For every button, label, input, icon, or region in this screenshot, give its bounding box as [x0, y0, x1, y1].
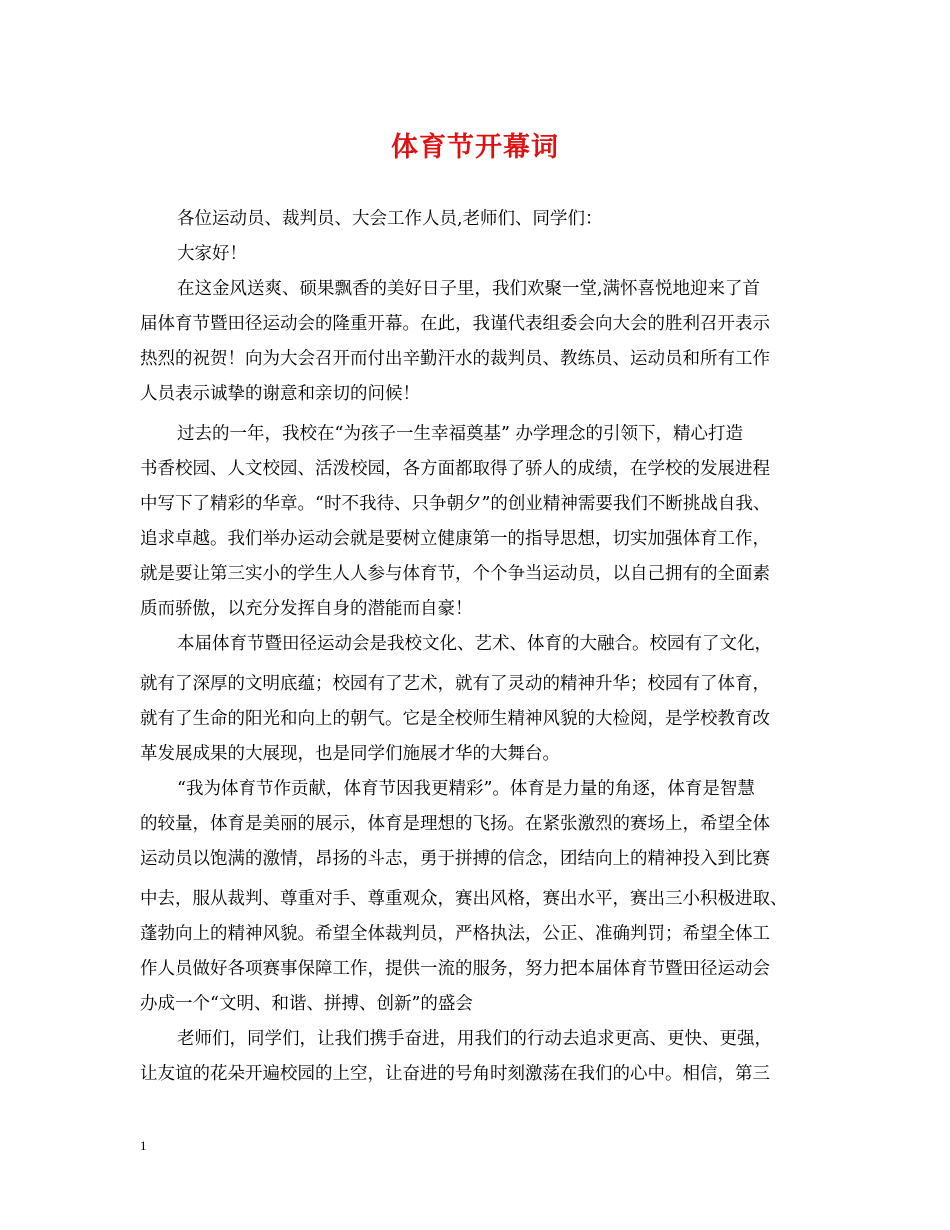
text-line: 办成一个“文明、和谐、拼搏、创新”的盛会	[140, 994, 473, 1014]
text-line: 的较量，体育是美丽的展示，体育是理想的飞扬。在紧张激烈的赛场上，希望全体	[140, 814, 770, 834]
text-line: 运动员以饱满的激情，昂扬的斗志，勇于拼搏的信念，团结向上的精神投入到比赛	[140, 849, 770, 869]
document-title: 体育节开幕词	[391, 132, 559, 163]
text-line: 人员表示诚挚的谢意和亲切的问候！	[140, 384, 420, 404]
text-line: 中去，服从裁判、尊重对手、尊重观众，赛出风格，赛出水平，赛出三小积极进取、	[140, 889, 788, 909]
text-line: 作人员做好各项赛事保障工作，提供一流的服务，努力把本届体育节暨田径运动会	[140, 959, 770, 979]
text-line: 书香校园、人文校园、活泼校园，各方面都取得了骄人的成绩，在学校的发展进程	[140, 459, 770, 479]
text-line: 各位运动员、裁判员、大会工作人员,老师们、同学们：	[177, 209, 603, 229]
text-line: 热烈的祝贺！向为大会召开而付出辛勤汗水的裁判员、教练员、运动员和所有工作	[140, 349, 770, 369]
text-line: 革发展成果的大展现，也是同学们施展才华的大舞台。	[140, 744, 560, 764]
text-line: 大家好！	[177, 244, 247, 264]
text-line: 中写下了精彩的华章。“时不我待、只争朝夕”的创业精神需要我们不断挑战自我、	[140, 494, 771, 514]
text-line: 蓬勃向上的精神风貌。希望全体裁判员，严格执法，公正、准确判罚；希望全体工	[140, 924, 770, 944]
text-line: 就是要让第三实小的学生人人参与体育节，个个争当运动员，以自己拥有的全面素	[140, 564, 770, 584]
text-line: 就有了深厚的文明底蕴；校园有了艺术，就有了灵动的精神升华；校园有了体育，	[140, 674, 770, 694]
text-line: 过去的一年，我校在“为孩子一生幸福奠基” 办学理念的引领下，精心打造	[177, 424, 743, 444]
text-line: 质而骄傲，以充分发挥自身的潜能而自豪！	[140, 599, 473, 619]
text-line: 让友谊的花朵开遍校园的上空，让奋进的号角时刻激荡在我们的心中。相信，第三	[140, 1064, 770, 1084]
text-line: 本届体育节暨田径运动会是我校文化、艺术、体育的大融合。校园有了文化，	[177, 634, 772, 654]
text-line: 届体育节暨田径运动会的隆重开幕。在此，我谨代表组委会向大会的胜利召开表示	[140, 314, 770, 334]
text-line: 就有了生命的阳光和向上的朝气。它是全校师生精神风貌的大检阅，是学校教育改	[140, 709, 770, 729]
text-line: “我为体育节作贡献，体育节因我更精彩”。体育是力量的角逐，体育是智慧	[177, 779, 755, 799]
page-number: 1	[140, 1138, 147, 1153]
text-line: 追求卓越。我们举办运动会就是要树立健康第一的指导思想，切实加强体育工作，	[140, 529, 770, 549]
text-line: 在这金风送爽、硕果飘香的美好日子里，我们欢聚一堂,满怀喜悦地迎来了首	[177, 279, 761, 299]
text-line: 老师们，同学们，让我们携手奋进，用我们的行动去追求更高、更快、更强，	[177, 1029, 772, 1049]
